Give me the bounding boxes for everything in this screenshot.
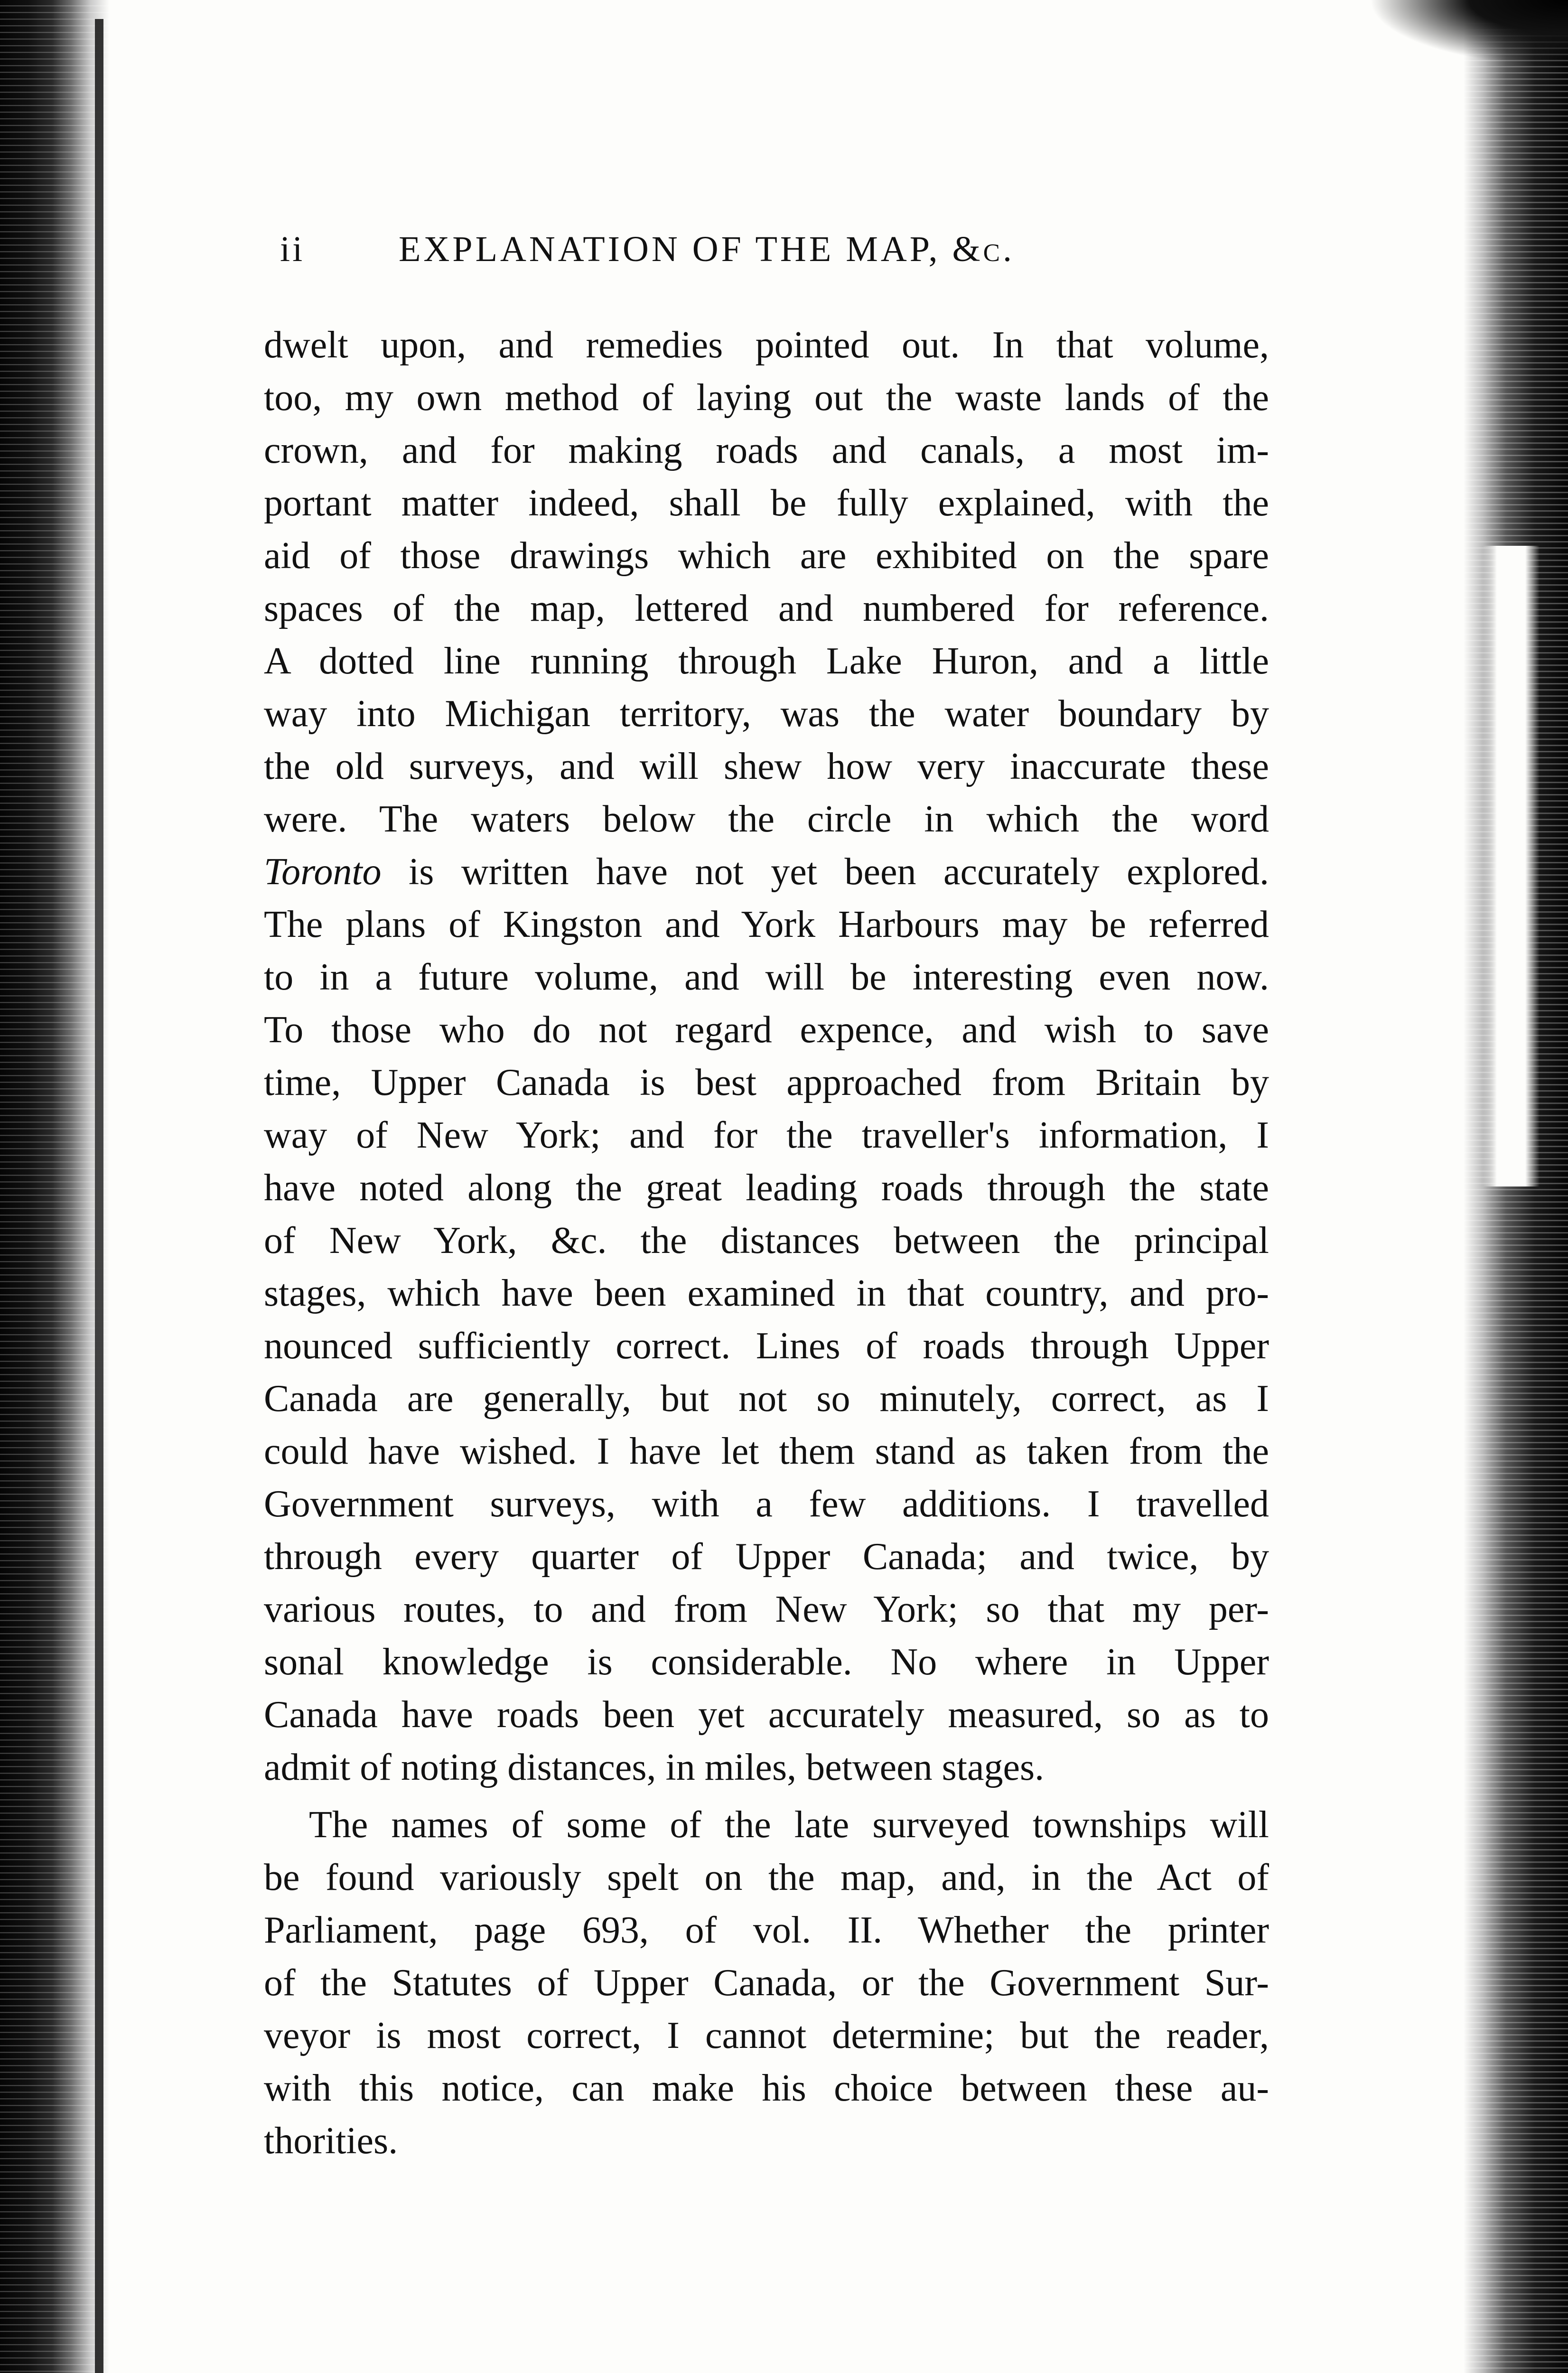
running-title: EXPLANATION OF THE MAP, &c. (399, 229, 1015, 269)
text-line: the old surveys, and will shew how very inaccurate these (264, 746, 1269, 787)
text-line: veyor is most correct, I cannot determine; but the reader, (264, 2015, 1269, 2056)
text-line: portant matter indeed, shall be fully explained, with the (264, 482, 1269, 524)
text-line: aid of those drawings which are exhibited on the spare (264, 535, 1269, 577)
text-line: have noted along the great leading roads through the state (264, 1167, 1269, 1209)
text-line: Government surveys, with a few additions. I travelled (264, 1483, 1269, 1525)
page-edge-highlight-right (1483, 546, 1540, 1186)
text-line: To those who do not regard expence, and wish to save (264, 1009, 1269, 1051)
text-line: time, Upper Canada is best approached from Britain by (264, 1062, 1269, 1103)
text-line: spaces of the map, lettered and numbered for reference. (264, 588, 1269, 629)
text-line: admit of noting distances, in miles, between stages. (264, 1747, 1045, 1788)
text-line: of New York, &c. the distances between the principal (264, 1220, 1269, 1261)
italic-word: Toronto (264, 851, 382, 893)
text-line: nounced sufficiently correct. Lines of roads through Upper (264, 1325, 1269, 1367)
text-line: through every quarter of Upper Canada; and twice, by (264, 1536, 1269, 1578)
text-line: The plans of Kingston and York Harbours may be referred (264, 904, 1269, 945)
text-line: Parliament, page 693, of vol. II. Whether the printer (264, 1909, 1269, 1951)
page-edge-line-left (95, 19, 103, 2373)
line-rest: is written have not yet been accurately explored. (381, 851, 1269, 893)
text-line: be found variously spelt on the map, and, in the Act of (264, 1857, 1269, 1898)
page-edge-shadow-right (1464, 0, 1568, 2373)
page-corner-shadow (1369, 0, 1568, 66)
text-line: too, my own method of laying out the waste lands of the (264, 377, 1269, 419)
text-line: crown, and for making roads and canals, a most im- (264, 430, 1269, 471)
text-line: The names of some of the late surveyed townships will (309, 1804, 1269, 1846)
text-line: Canada have roads been yet accurately measured, so as to (264, 1694, 1269, 1736)
text-line: way of New York; and for the traveller's information, I (264, 1114, 1269, 1156)
text-line: sonal knowledge is considerable. No where in Upper (264, 1641, 1269, 1683)
page-number: ii (280, 229, 305, 269)
text-line: Canada are generally, but not so minutely, correct, as I (264, 1378, 1269, 1420)
text-line: dwelt upon, and remedies pointed out. In that volume, (264, 324, 1269, 366)
text-line: A dotted line running through Lake Huron, and a little (264, 640, 1269, 682)
text-line: of the Statutes of Upper Canada, or the Government Sur- (264, 1962, 1269, 2004)
text-line: were. The waters below the circle in which the word (264, 798, 1269, 840)
text-line: thorities. (264, 2120, 398, 2162)
page-binding-shadow-left (0, 0, 109, 2373)
text-line: way into Michigan territory, was the water boundary by (264, 693, 1269, 735)
text-line: could have wished. I have let them stand as taken from the (264, 1430, 1269, 1472)
text-line: stages, which have been examined in that country, and pro- (264, 1272, 1269, 1314)
text-line: various routes, to and from New York; so that my per- (264, 1588, 1269, 1630)
paragraph-1 (264, 319, 1269, 1794)
page-header (280, 229, 1286, 281)
text-line: with this notice, can make his choice between these au- (264, 2067, 1269, 2109)
text-line-with-italic (264, 846, 1269, 898)
body-text (264, 319, 1269, 2167)
text-line: to in a future volume, and will be interesting even now. (264, 956, 1269, 998)
paragraph-2 (264, 1799, 1269, 2167)
